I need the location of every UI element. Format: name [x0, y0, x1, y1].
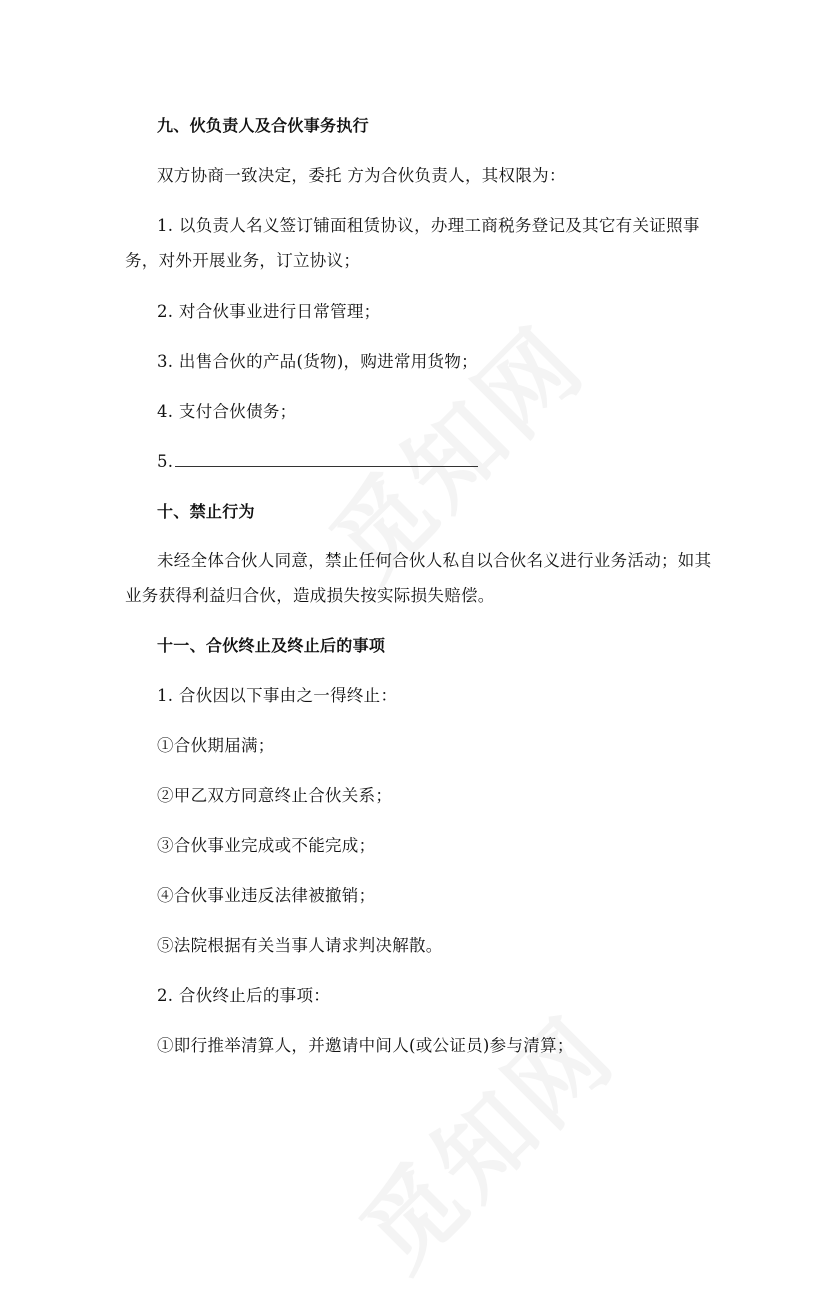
- section-11-condition-5: ⑤法院根据有关当事人请求判决解散。: [157, 936, 443, 955]
- section-11-condition-2: ②甲乙双方同意终止合伙关系；: [157, 786, 393, 805]
- section-9-item-3: 3. 出售合伙的产品(货物)，购进常用货物；: [157, 352, 478, 371]
- section-11-sub-1: 1. 合伙因以下事由之一得终止：: [157, 686, 398, 705]
- section-10-para-line-1: 未经全体合伙人同意，禁止任何合伙人私自以合伙名义进行业务活动；如其: [157, 551, 712, 570]
- section-9-item-1-line-1: 1. 以负责人名义签订铺面租赁协议，办理工商税务登记及其它有关证照事: [157, 216, 700, 235]
- section-11-heading: 十一、合伙终止及终止后的事项: [157, 636, 386, 655]
- section-11-condition-4: ④合伙事业违反法律被撤销；: [157, 886, 376, 905]
- section-9-item-5: [157, 446, 717, 477]
- watermark: [326, 982, 639, 1295]
- section-11-after-item-1: ①即行推举清算人，并邀请中间人(或公证员)参与清算；: [157, 1036, 574, 1055]
- section-10-heading: 十、禁止行为: [157, 502, 255, 521]
- section-9-item-2: 2. 对合伙事业进行日常管理；: [157, 302, 381, 321]
- fill-in-blank-line: [175, 446, 478, 467]
- section-9-intro: 双方协商一致决定，委托 方为合伙负责人，其权限为：: [157, 166, 566, 185]
- section-9-item-4: 4. 支付合伙债务；: [157, 402, 297, 421]
- section-9-heading: 九、伙负责人及合伙事务执行: [157, 116, 369, 135]
- section-11-condition-3: ③合伙事业完成或不能完成；: [157, 836, 376, 855]
- section-9-item-1-line-2: 务，对外开展业务，订立协议；: [125, 251, 361, 270]
- section-11-condition-1: ①合伙期届满；: [157, 736, 275, 755]
- section-11-sub-2: 2. 合伙终止后的事项：: [157, 986, 331, 1005]
- section-10-para-line-2: 业务获得利益归合伙，造成损失按实际损失赔偿。: [125, 586, 495, 605]
- item-5-number: 5.: [157, 452, 174, 471]
